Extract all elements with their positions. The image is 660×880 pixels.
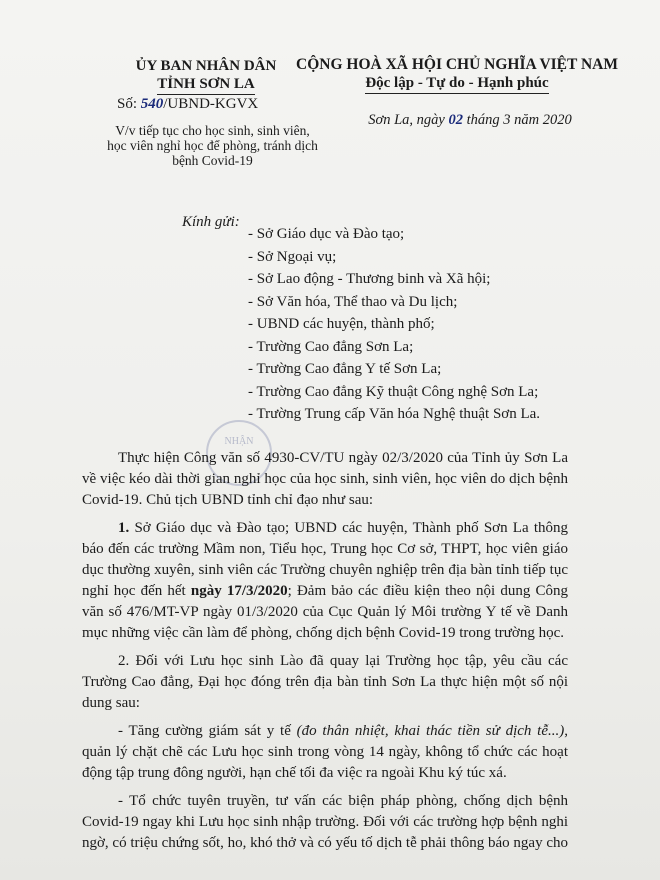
- nation-title: CỘNG HOÀ XÃ HỘI CHỦ NGHĨA VIỆT NAM: [296, 56, 618, 73]
- date-prefix: Sơn La, ngày: [368, 112, 449, 128]
- subject-line: bệnh Covid-19: [172, 153, 253, 168]
- p1-text-a: Sở Giáo dục và Đào tạo; UBND các huyện, Thành phố Sơn La thông báo đến các trường Mầm non, Tiểu học, Trung học Cơ sở, THPT, học viên giáo dục thường xuyên, sinh viên các Trường chuyên nghiệp trên địa bàn tỉnh tiếp tục nghỉ học đến hết: [82, 520, 568, 599]
- recipient-item: - Sở Lao động - Thương binh và Xã hội;: [248, 271, 491, 287]
- motto: Độc lập - Tự do - Hạnh phúc: [365, 75, 548, 94]
- intro-paragraph: Thực hiện Công văn số 4930-CV/TU ngày 02/3/2020 của Tỉnh ủy Sơn La về việc kéo dài thời gian nghỉ học của học sinh, sinh viên, học viên do dịch bệnh Covid-19. Chủ tịch UBND tỉnh chỉ đạo như sau:: [82, 450, 568, 508]
- recipient-item: - Trường Cao đẳng Y tế Sơn La;: [248, 361, 442, 377]
- doc-no-prefix: Số:: [117, 96, 141, 112]
- date-line: [320, 112, 620, 129]
- p3-text-a: - Tăng cường giám sát y tế: [118, 723, 297, 739]
- document-body: [82, 448, 568, 861]
- p3-text-b: , quản lý chặt chẽ các Lưu học sinh trong vòng 14 ngày, không tổ chức các hoạt động tập trung đông người, hạn chế tối đa việc ra ngoài Khu ký túc xá.: [82, 723, 569, 781]
- recipient-item: - Sở Giáo dục và Đào tạo;: [248, 226, 405, 242]
- p1-deadline: ngày 17/3/2020: [190, 583, 288, 599]
- paragraph-3: [82, 721, 568, 784]
- stamp-text: NHẬN: [224, 436, 254, 447]
- recipient-item: - Sở Ngoại vụ;: [248, 248, 337, 265]
- recipient-item: - Trường Cao đẳng Sơn La;: [248, 338, 414, 355]
- p1-text-b: ; Đảm bảo các điều kiện theo nội dung Công văn số 476/MT-VP ngày 01/3/2020 của Cục Quản lý Môi trường Y tế về Danh mục những việc cần làm để phòng, chống dịch bệnh Covid-19 trong trường học.: [82, 583, 568, 641]
- doc-no-suffix: /UBND-KGVX: [163, 96, 259, 112]
- national-header: [282, 56, 632, 94]
- date-day-handwritten: 02: [448, 112, 463, 128]
- issuer-line2: TỈNH SƠN LA: [157, 76, 255, 95]
- paragraph-1: [82, 518, 568, 644]
- subject-line: V/v tiếp tục cho học sinh, sinh viên,: [115, 123, 310, 138]
- kinh-gui-label: Kính gửi:: [182, 214, 240, 230]
- recipient-item: - UBND các huyện, thành phố;: [248, 316, 435, 332]
- recipient-item: - Trường Cao đẳng Kỹ thuật Công nghệ Sơn La;: [248, 383, 539, 400]
- paragraph-2: 2. Đối với Lưu học sinh Lào đã quay lại Trường học tập, yêu cầu các Trường Cao đẳng, Đại học đóng trên địa bàn tỉnh Sơn La thực hiện một số nội dung sau:: [82, 653, 568, 711]
- recipient-item: - Sở Văn hóa, Thể thao và Du lịch;: [248, 293, 458, 310]
- document-number: [117, 96, 258, 113]
- p3-italic: (đo thân nhiệt, khai thác tiền sử dịch tễ...): [296, 723, 565, 739]
- doc-no-handwritten: 540: [140, 96, 164, 112]
- p1-number: 1.: [118, 520, 130, 536]
- recipient-item: - Trường Trung cấp Văn hóa Nghệ thuật Sơn La.: [248, 406, 541, 422]
- date-suffix: tháng 3 năm 2020: [463, 112, 572, 128]
- issuer-line1: ỦY BAN NHÂN DÂN: [135, 58, 277, 74]
- subject-line: học viên nghỉ học để phòng, tránh dịch: [107, 138, 318, 153]
- paragraph-4: - Tổ chức tuyên truyền, tư vấn các biện pháp phòng, chống dịch bệnh Covid-19 ngay khi Lưu học sinh nhập trường. Đối với các trường hợp bệnh nghi ngờ, có triệu chứng sốt, ho, khó thở và có yếu tố dịch tễ phải thông báo ngay cho: [82, 793, 568, 851]
- subject-block: [90, 123, 335, 168]
- recipient-list: [248, 223, 540, 426]
